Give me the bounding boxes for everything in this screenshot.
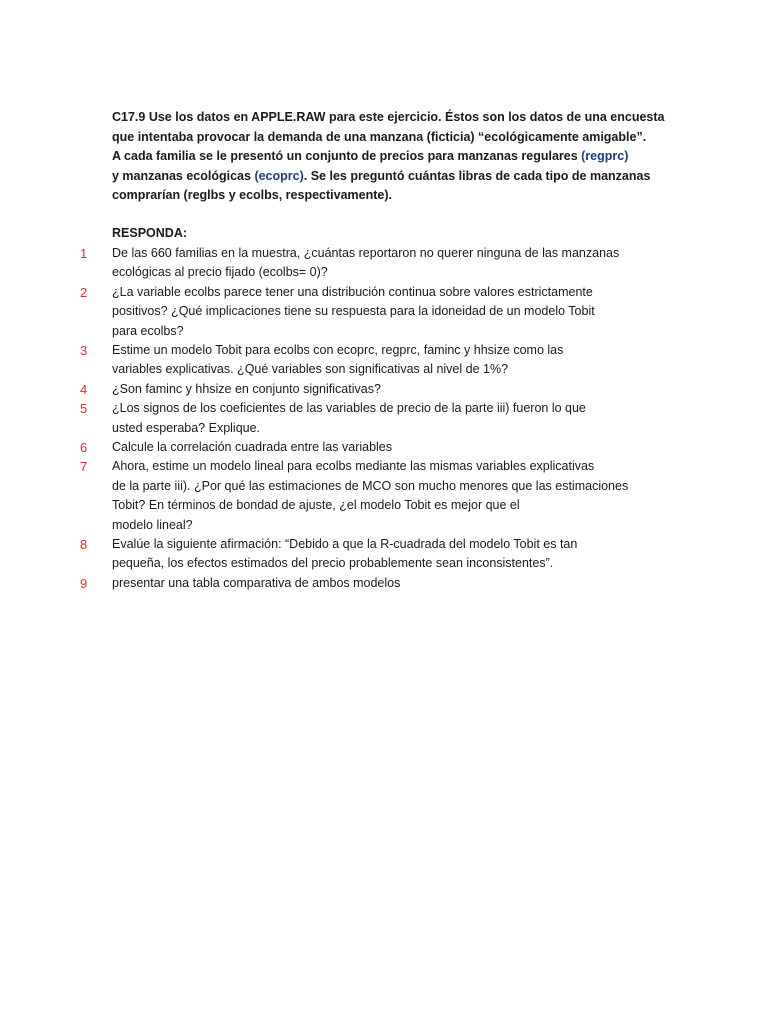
- responda-heading: RESPONDA:: [112, 226, 188, 240]
- question-line: Estime un modelo Tobit para ecolbs con ecoprc, regprc, faminc y hhsize como las: [112, 343, 564, 357]
- question-text: [112, 535, 672, 574]
- question-line: presentar una tabla comparativa de ambos modelos: [112, 575, 401, 590]
- question-line: de la parte iii). ¿Por qué las estimaciones de MCO son mucho menores que las estimaciones: [112, 478, 629, 493]
- question-number: 9: [80, 575, 88, 591]
- ecoprc-highlight: (ecoprc): [254, 168, 304, 183]
- question-number: 8: [80, 537, 88, 552]
- question-text: [112, 380, 672, 399]
- question-line: De las 660 familias en la muestra, ¿cuántas reportaron no querer ninguna de las manzanas: [112, 246, 620, 260]
- intro-line-5: comprarían (reglbs y ecolbs, respectivamente).: [112, 188, 392, 203]
- question-text: [112, 244, 672, 283]
- intro-line-3: [112, 147, 652, 167]
- question-line: Tobit? En términos de bondad de ajuste, ¿el modelo Tobit es mejor que el: [112, 498, 520, 513]
- question-number: 7: [80, 459, 88, 475]
- intro-line-1: C17.9 Use los datos en APPLE.RAW para este ejercicio. Éstos son los datos de una encuesta: [112, 110, 665, 124]
- exercise-statement: [112, 108, 665, 206]
- intro-line-3-text: A cada familia se le presentó un conjunto de precios para manzanas regulares: [112, 149, 582, 164]
- intro-line-4: [112, 167, 652, 187]
- question-number: 1: [80, 246, 88, 261]
- question-text: [112, 399, 672, 438]
- question-number: 2: [80, 284, 88, 300]
- question-text: [112, 283, 672, 341]
- question-line: ecológicas al precio fijado (ecolbs= 0)?: [112, 265, 328, 280]
- question-line: positivos? ¿Qué implicaciones tiene su respuesta para la idoneidad de un modelo Tobit: [112, 304, 595, 319]
- question-line: variables explicativas. ¿Qué variables son significativas al nivel de 1%?: [112, 362, 509, 377]
- question-line: Evalúe la siguiente afirmación: “Debido a que la R-cuadrada del modelo Tobit es tan: [112, 537, 578, 551]
- question-line: para ecolbs?: [112, 323, 184, 338]
- regprc-highlight: (regprc): [581, 149, 629, 164]
- question-text: [112, 574, 672, 593]
- question-number: 6: [80, 440, 88, 455]
- question-text: [112, 341, 672, 380]
- question-number: 5: [80, 401, 88, 417]
- intro-line-2: que intentaba provocar la demanda de una manzana (ficticia) “ecológicamente amigable”.: [112, 129, 647, 144]
- question-line: Ahora, estime un modelo lineal para ecolbs mediante las mismas variables explicativas: [112, 459, 595, 474]
- question-line: ¿La variable ecolbs parece tener una distribución continua sobre valores estrictamente: [112, 284, 593, 299]
- intro-line-4-rest: . Se les preguntó cuántas libras de cada tipo de manzanas: [303, 168, 651, 183]
- question-line: pequeña, los efectos estimados del precio probablemente sean inconsistentes”.: [112, 556, 554, 571]
- intro-line-4-text: y manzanas ecológicas: [112, 168, 255, 183]
- question-line: ¿Son faminc y hhsize en conjunto significativas?: [112, 381, 381, 396]
- question-text: [112, 438, 672, 457]
- question-line: modelo lineal?: [112, 517, 193, 532]
- question-line: ¿Los signos de los coeficientes de las variables de precio de la parte iii) fueron lo que: [112, 401, 586, 416]
- question-number: 3: [80, 343, 88, 358]
- question-text: [112, 457, 672, 535]
- question-line: Calcule la correlación cuadrada entre las variables: [112, 440, 393, 454]
- question-line: usted esperaba? Explique.: [112, 420, 261, 435]
- question-number: 4: [80, 381, 88, 397]
